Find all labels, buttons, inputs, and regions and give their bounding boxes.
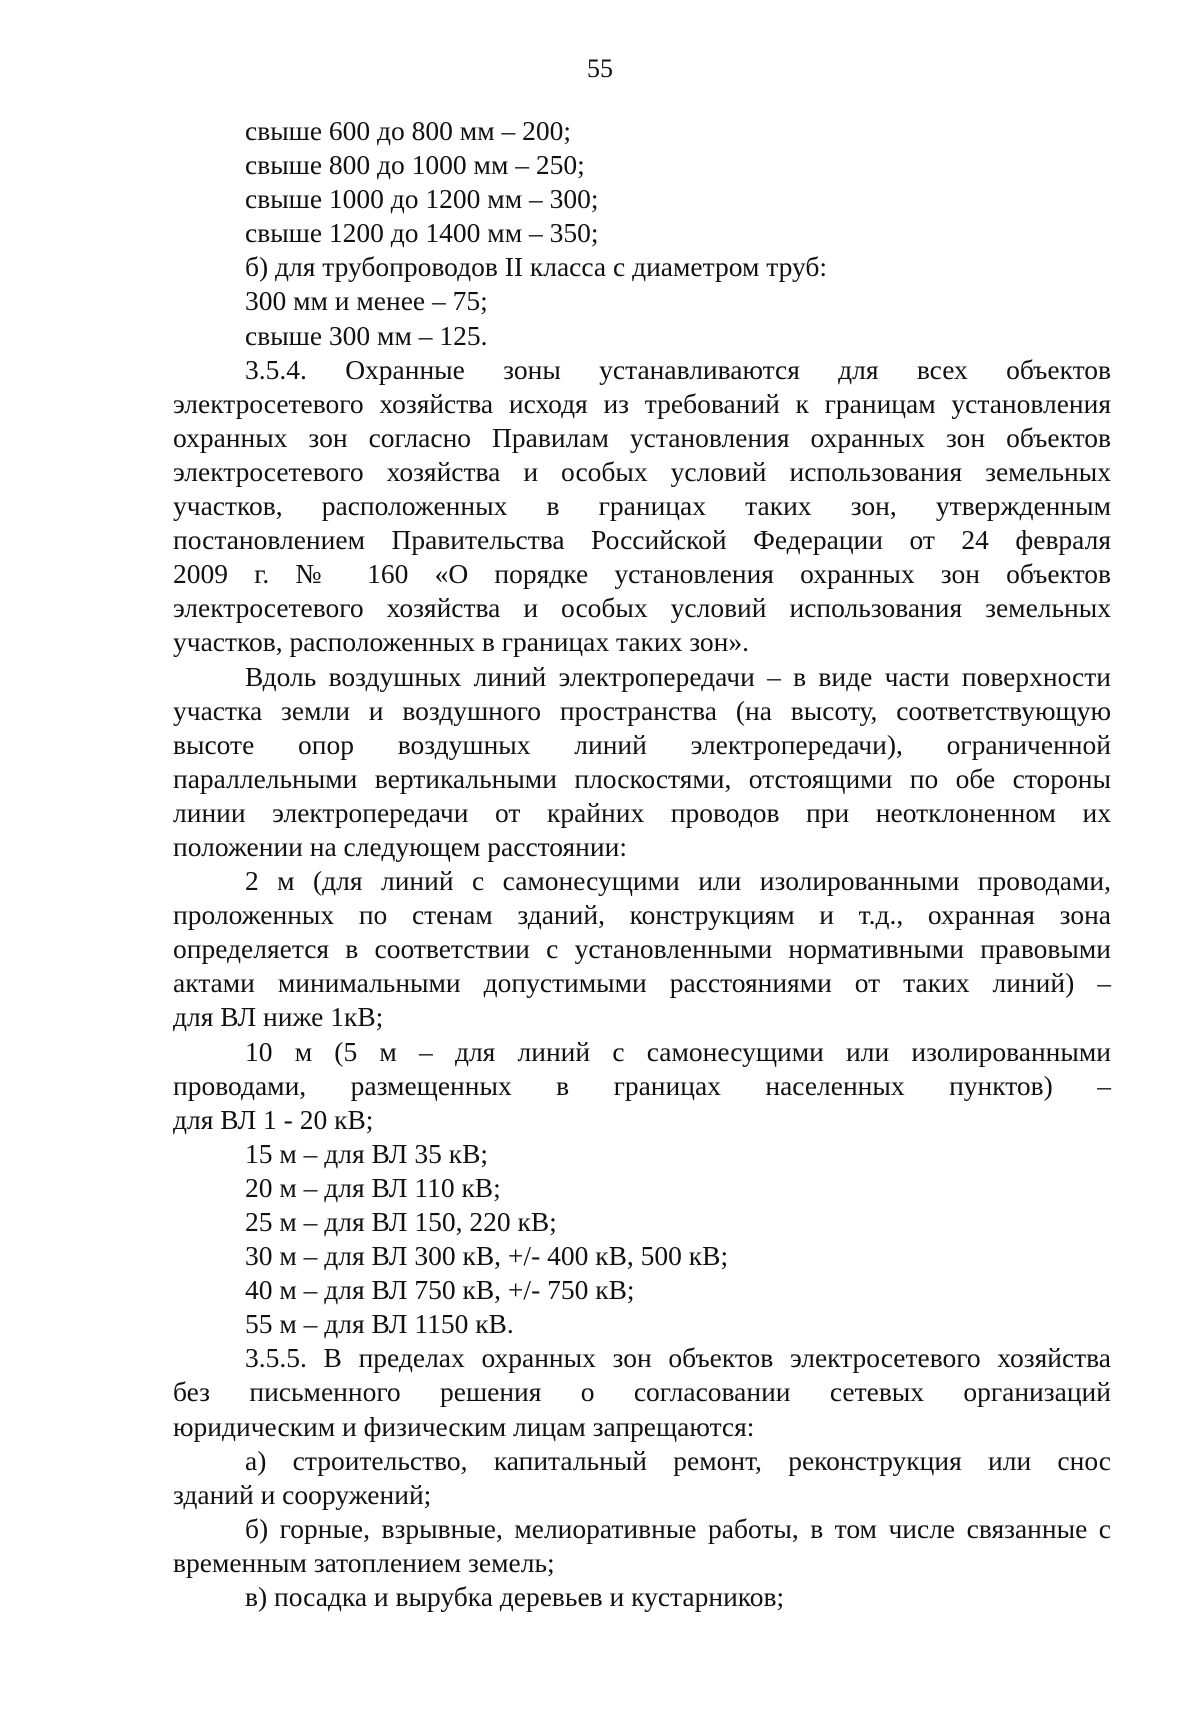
paragraph-first-line: 10 м (5 м – для линий с самонесущими или изолированными [245, 1035, 1111, 1067]
page-number: 55 [587, 54, 613, 83]
text-line: свыше 800 до 1000 мм – 250; [245, 149, 585, 181]
text-line: 40 м – для ВЛ 750 кВ, +/- 750 кВ; [245, 1274, 635, 1306]
text-line: параллельными вертикальными плоскостями, отстоящими по обе стороны [173, 762, 1111, 794]
text-line: 2009 г. № 160 «О порядке установления охранных зон объектов [173, 558, 1111, 590]
paragraph-first-line: а) строительство, капитальный ремонт, реконструкция или снос [245, 1444, 1111, 1476]
text-line: 15 м – для ВЛ 35 кВ; [245, 1137, 489, 1169]
text-line: б) для трубопроводов II класса с диаметром труб: [245, 251, 827, 283]
text-line: 20 м – для ВЛ 110 кВ; [245, 1171, 501, 1203]
text-line: охранных зон согласно Правилам установления охранных зон объектов [173, 421, 1111, 453]
paragraph-first-line: 3.5.5. В пределах охранных зон объектов электросетевого хозяйства [245, 1342, 1111, 1374]
paragraph-last-line: для ВЛ 1 - 20 кВ; [173, 1103, 374, 1135]
text-line: свыше 1000 до 1200 мм – 300; [245, 183, 599, 215]
text-line: электросетевого хозяйства исходя из требований к границам установления [173, 387, 1111, 419]
paragraph-last-line: зданий и сооружений; [173, 1478, 432, 1510]
text-line: свыше 600 до 800 мм – 200; [245, 115, 571, 146]
text-line: участка земли и воздушного пространства (на высоту, соответствующую [173, 694, 1111, 726]
paragraph-first-line: 3.5.4. Охранные зоны устанавливаются для всех объектов [245, 353, 1111, 385]
text-line: проводами, размещенных в границах населенных пунктов) – [173, 1069, 1111, 1101]
text-line: актами минимальными допустимыми расстояниями от таких линий) – [173, 967, 1111, 999]
text-line: постановлением Правительства Российской Федерации от 24 февраля [173, 524, 1111, 556]
text-line: участков, расположенных в границах таких зон, утвержденным [173, 490, 1111, 522]
paragraph-last-line: участков, расположенных в границах таких зон». [173, 626, 750, 658]
document-body [173, 114, 1111, 1614]
text-line: электросетевого хозяйства и особых условий использования земельных [173, 455, 1111, 487]
paragraph-first-line: Вдоль воздушных линий электропередачи – в виде части поверхности [245, 660, 1111, 692]
text-line: свыше 300 мм – 125. [245, 319, 488, 351]
text-line: высоте опор воздушных линий электропередачи), ограниченной [173, 728, 1111, 760]
paragraph-first-line: 2 м (для линий с самонесущими или изолированными проводами, [245, 865, 1111, 897]
text-line: без письменного решения о согласовании сетевых организаций [173, 1376, 1111, 1408]
paragraph-last-line: положении на следующем расстоянии: [173, 830, 627, 862]
paragraph-last-line: для ВЛ ниже 1кВ; [173, 1001, 384, 1033]
text-line: электросетевого хозяйства и особых условий использования земельных [173, 592, 1111, 624]
text-line: определяется в соответствии с установленными нормативными правовыми [173, 933, 1111, 965]
text-line: 55 м – для ВЛ 1150 кВ. [245, 1308, 514, 1340]
text-line: проложенных по стенам зданий, конструкциям и т.д., охранная зона [173, 899, 1111, 931]
text-line: в) посадка и вырубка деревьев и кустарников; [245, 1581, 785, 1613]
text-line: 25 м – для ВЛ 150, 220 кВ; [245, 1206, 557, 1237]
text-line: свыше 1200 до 1400 мм – 350; [245, 217, 599, 249]
text-line: линии электропередачи от крайних проводов при неотклоненном их [173, 796, 1111, 828]
text-line: 300 мм и менее – 75; [245, 285, 488, 317]
paragraph-first-line: б) горные, взрывные, мелиоративные работы, в том числе связанные с [245, 1512, 1111, 1544]
paragraph-last-line: временным затоплением земель; [173, 1546, 555, 1578]
text-line: 30 м – для ВЛ 300 кВ, +/- 400 кВ, 500 кВ; [245, 1240, 729, 1272]
paragraph-last-line: юридическим и физическим лицам запрещаются: [173, 1410, 755, 1442]
